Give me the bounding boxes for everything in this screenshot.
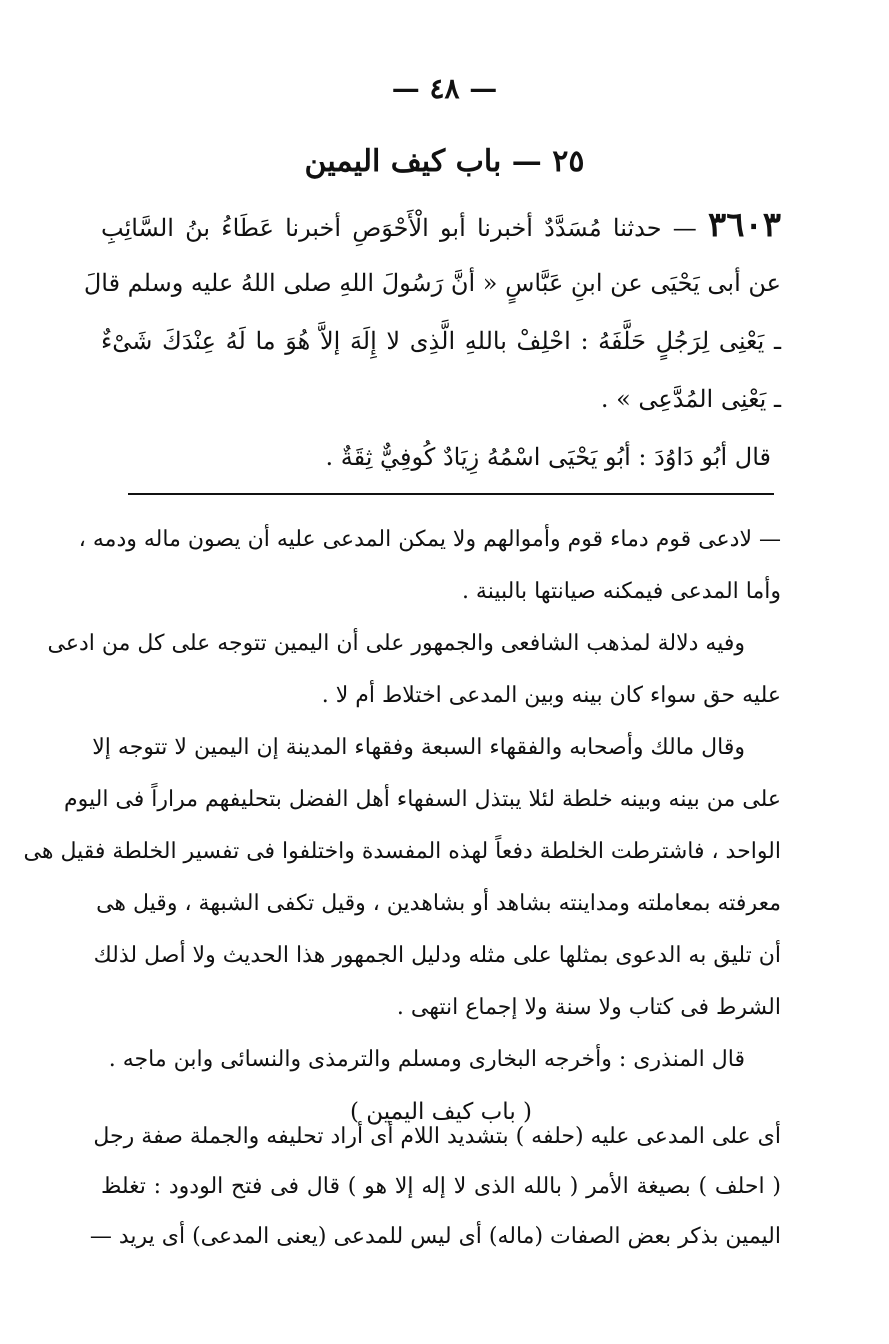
chapter-title: ٢٥ — باب كيف اليمين <box>304 144 585 179</box>
hadith-line-text: — حدثنا مُسَدَّدٌ أخبرنا أبو الْأَحْوَصِ أخبرنا عَطَاءُ بنُ السَّائِبِ <box>101 214 697 242</box>
hadith-line: ـ يَعْنِى لِرَجُلٍ حَلَّفَهُ : احْلِفْ باللهِ الَّذِى لا إِلَهَ إلاَّ هُوَ ما لَهُ عِنْدَكَ شَىْءٌ <box>101 327 781 355</box>
hadith-line <box>101 196 781 254</box>
hadith-number: ٣٦٠٣ <box>707 205 781 245</box>
page-number: — ٤٨ — <box>391 72 498 105</box>
commentary-line: على من بينه وبينه خلطة لئلا يبتذل السفهاء أهل الفضل بتحليفهم مراراً فى اليوم <box>63 787 781 812</box>
explanation-line: ( احلف ) بصيغة الأمر ( بالله الذى لا إله إلا هو ) قال فى فتح الودود : تغلظ <box>101 1174 781 1199</box>
hadith-line: ـ يَعْنِى المُدَّعِى » . <box>600 385 781 413</box>
commentary-line: وأما المدعى فيمكنه صيانتها بالبينة . <box>461 579 781 604</box>
commentary-line: الشرط فى كتاب ولا سنة ولا إجماع انتهى . <box>396 995 781 1020</box>
commentary-line: عليه حق سواء كان بينه وبين المدعى اختلاط أم لا . <box>321 683 781 708</box>
commentary-line: قال المنذرى : وأخرجه البخارى ومسلم والترمذى والنسائى وابن ماجه . <box>108 1047 745 1072</box>
explanation-line: أى على المدعى عليه (حلفه ) بتشديد اللام أى أراد تحليفه والجملة صفة رجل <box>93 1124 781 1149</box>
explanation-line: اليمين بذكر بعض الصفات (ماله) أى ليس للمدعى (يعنى المدعى) أى يريد — <box>89 1224 781 1249</box>
sub-heading: ( باب كيف اليمين ) <box>349 1099 533 1125</box>
abu-dawud-note: قال أبُو دَاوُدَ : أبُو يَحْيَى اسْمُهُ زِيَادٌ كُوفِيٌّ ثِقَةٌ . <box>325 443 771 471</box>
explanation <box>89 1112 781 1262</box>
commentary-line: وقال مالك وأصحابه والفقهاء السبعة وفقهاء المدينة إن اليمين لا تتوجه إلا <box>92 735 745 760</box>
commentary-line: — لادعى قوم دماء قوم وأموالهم ولا يمكن المدعى عليه أن يصون ماله ودمه ، <box>78 527 781 552</box>
hadith-line: عن أبى يَحْيَى عن ابنِ عَبَّاسٍ « أنَّ رَسُولَ اللهِ صلى اللهُ عليه وسلم قالَ <box>83 269 781 297</box>
hadith-text <box>83 196 781 428</box>
commentary-line: وفيه دلالة لمذهب الشافعى والجمهور على أن اليمين تتوجه على كل من ادعى <box>47 631 745 656</box>
commentary <box>23 514 781 1138</box>
commentary-line: الواحد ، فاشترطت الخلطة دفعاً لهذه المفسدة واختلفوا فى تفسير الخلطة فقيل هى <box>23 839 781 864</box>
footnote-divider <box>128 493 774 495</box>
commentary-line: أن تليق به الدعوى بمثلها على مثله ودليل الجمهور هذا الحديث ولا أصل لذلك <box>93 943 781 968</box>
commentary-line: معرفته بمعاملته ومداينته بشاهد أو بشاهدين ، وقيل تكفى الشبهة ، وقيل هى <box>96 891 781 916</box>
